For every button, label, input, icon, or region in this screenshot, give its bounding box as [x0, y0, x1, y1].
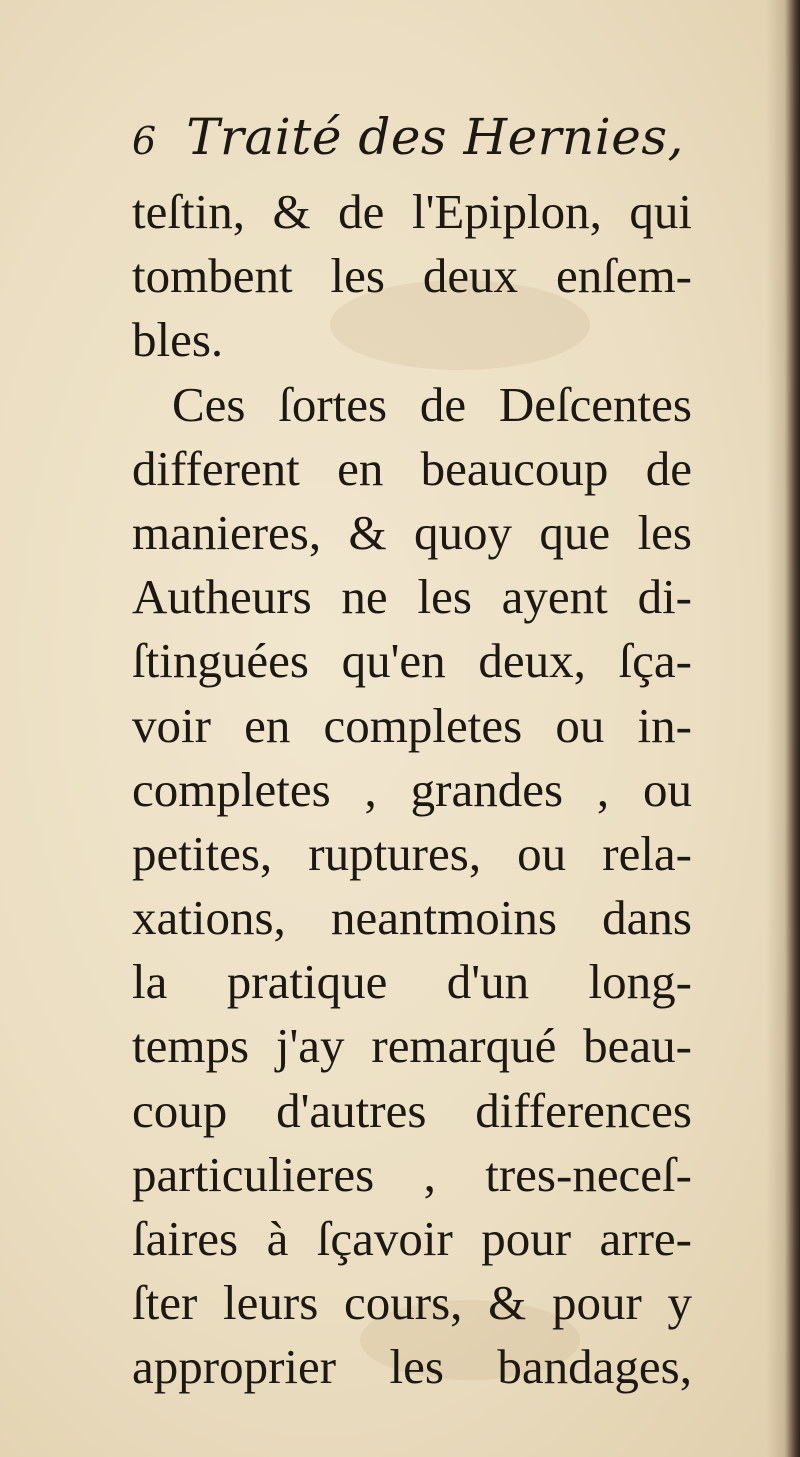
text-line: manieres, & quoy que les: [132, 504, 692, 560]
text-line: coup d'autres differences: [132, 1082, 692, 1138]
text-line: la pratique d'un long-: [132, 954, 692, 1010]
text-line: tombent les deux enſem-: [132, 248, 692, 304]
page-header: [132, 108, 684, 178]
text-line: teſtin, & de l'Epiplon, qui: [132, 184, 692, 239]
binding-gutter: [766, 0, 800, 1457]
text-line: approprier les bandages,: [132, 1339, 692, 1395]
text-line: bles.: [132, 312, 224, 368]
text-line: different en beaucoup de: [132, 440, 692, 496]
text-line: completes , grandes , ou: [132, 761, 692, 817]
text-line: ſtinguées qu'en deux, ſça-: [132, 633, 692, 689]
body-text: [132, 180, 692, 1400]
text-line: voir en completes ou in-: [132, 697, 692, 753]
text-line: Ces ſortes de Deſcentes: [172, 376, 692, 432]
text-line: temps j'ay remarqué beau-: [132, 1018, 692, 1074]
text-line: particulieres , tres-neceſ-: [132, 1146, 692, 1202]
running-title: Traité des Hernies,: [186, 108, 684, 166]
text-line: Autheurs ne les ayent di-: [132, 569, 692, 625]
page-number: 6: [132, 119, 157, 163]
text-line: ſter leurs cours, & pour y: [132, 1275, 692, 1331]
text-line: xations, neantmoins dans: [132, 890, 692, 946]
text-line: ſaires à ſçavoir pour arre-: [132, 1211, 692, 1266]
text-line: petites, ruptures, ou rela-: [132, 825, 692, 881]
